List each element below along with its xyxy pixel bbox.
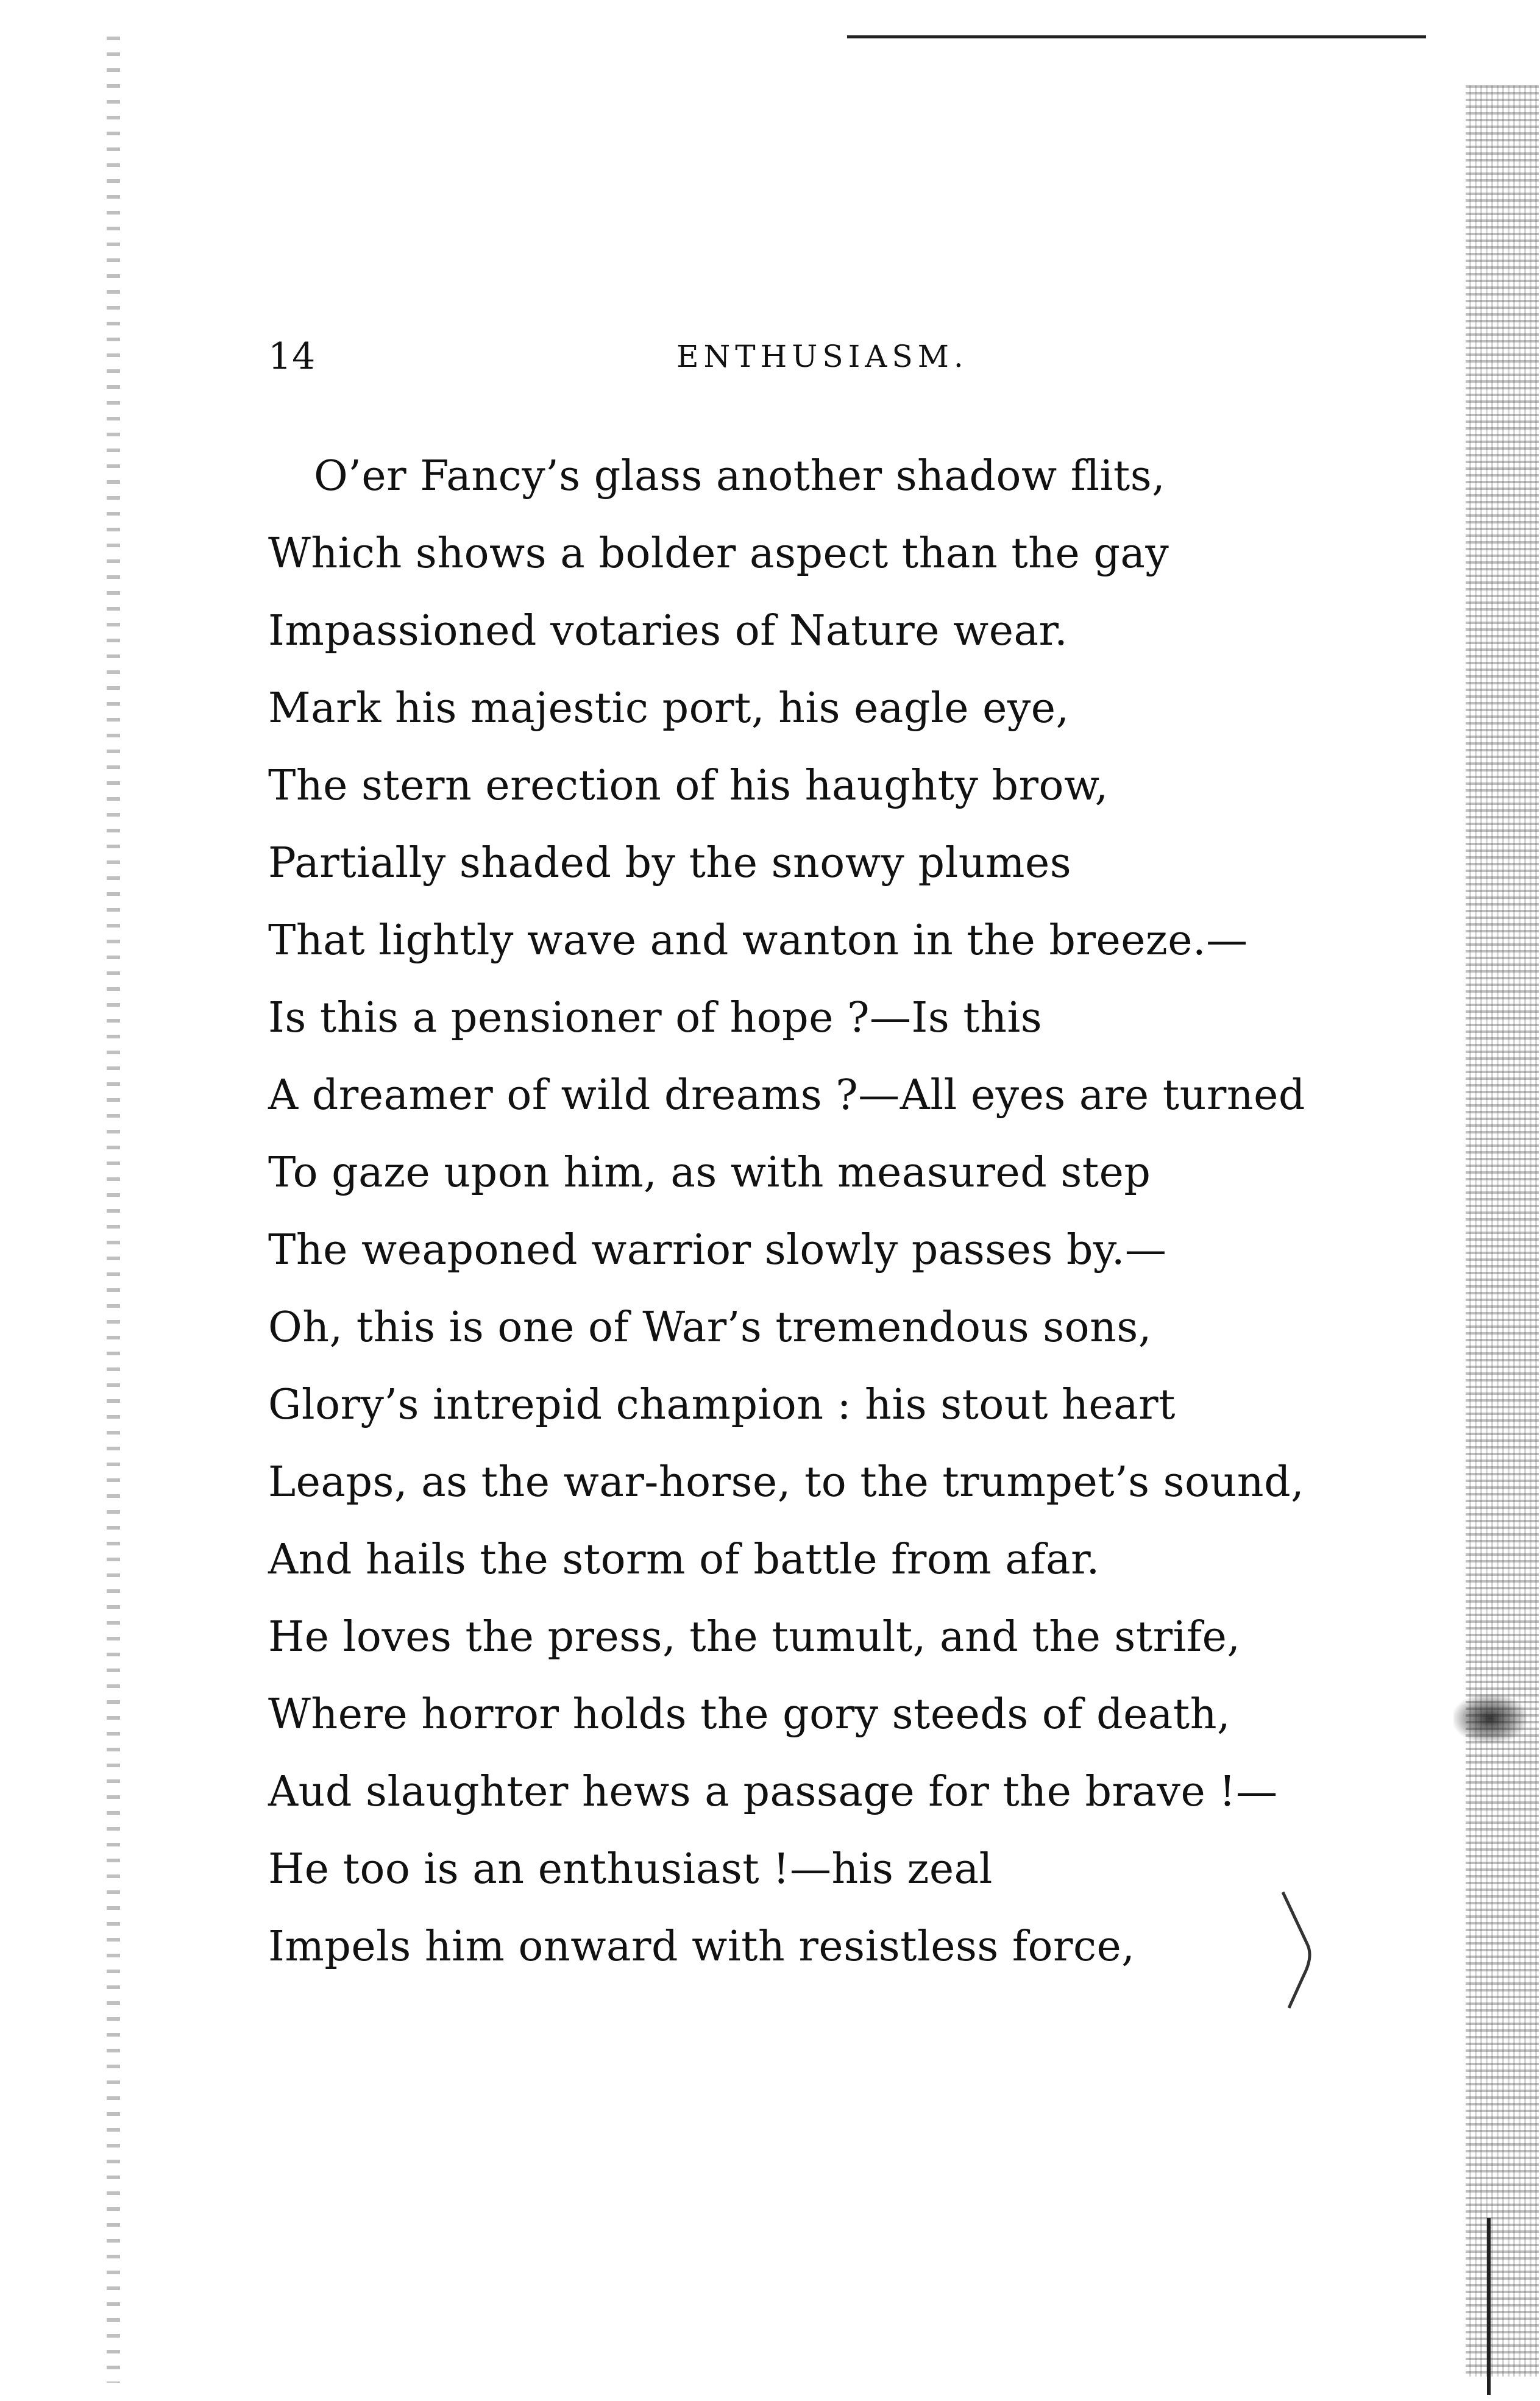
poem-line: Aud slaughter hews a passage for the brave !— <box>268 1768 1278 1816</box>
page-number: 14 <box>268 335 316 378</box>
poem-line: Where horror holds the gory steeds of death, <box>268 1690 1231 1739</box>
running-title: ENTHUSIASM. <box>676 339 968 374</box>
top-rule-line <box>847 35 1426 38</box>
right-page-edge <box>1466 85 1539 2377</box>
right-edge-line <box>1487 2218 1491 2395</box>
poem-line: And hails the storm of battle from afar. <box>268 1536 1100 1584</box>
ink-blot <box>1453 1694 1527 1743</box>
poem-line: Leaps, as the war-horse, to the trumpet’s sound, <box>268 1458 1305 1506</box>
poem-line: Oh, this is one of War’s tremendous sons, <box>268 1303 1152 1352</box>
poem-line: That lightly wave and wanton in the breeze.— <box>268 917 1248 965</box>
poem-line: He too is an enthusiast !—his zeal <box>268 1845 993 1893</box>
poem-line: Which shows a bolder aspect than the gay <box>268 530 1169 578</box>
page-header <box>268 329 1304 384</box>
poem-line: O’er Fancy’s glass another shadow flits, <box>314 452 1166 500</box>
poem-text <box>268 438 1353 1985</box>
left-binding-edge <box>107 37 120 2383</box>
poem-line: Impassioned votaries of Nature wear. <box>268 607 1068 655</box>
poem-line: The weaponed warrior slowly passes by.— <box>268 1226 1167 1274</box>
poem-line: A dreamer of wild dreams ?—All eyes are turned <box>268 1071 1305 1119</box>
pencil-bracket-mark <box>1280 1889 1329 2011</box>
poem-line: Glory’s intrepid champion : his stout heart <box>268 1381 1176 1429</box>
poem-line: He loves the press, the tumult, and the strife, <box>268 1613 1241 1661</box>
poem-line: The stern erection of his haughty brow, <box>268 762 1109 810</box>
poem-line: Is this a pensioner of hope ?—Is this <box>268 994 1043 1042</box>
poem-line: Partially shaded by the snowy plumes <box>268 839 1072 887</box>
poem-line: To gaze upon him, as with measured step <box>268 1149 1151 1197</box>
poem-line: Impels him onward with resistless force, <box>268 1923 1135 1971</box>
poem-line: Mark his majestic port, his eagle eye, <box>268 684 1070 732</box>
